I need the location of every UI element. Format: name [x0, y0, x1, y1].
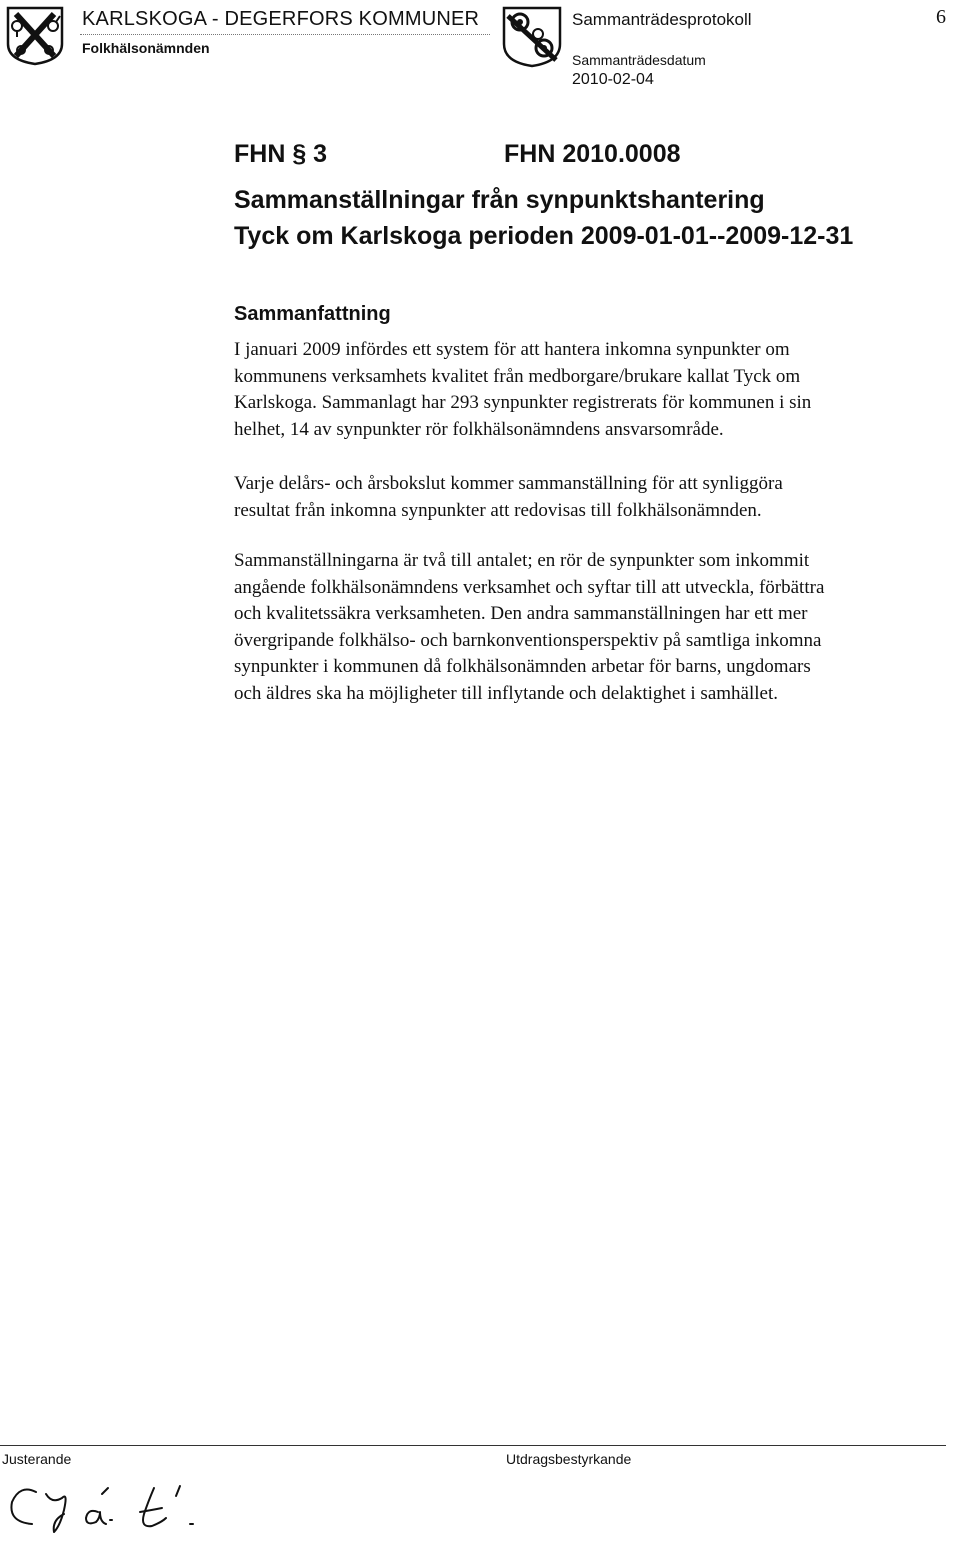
committee-name: Folkhälsonämnden [82, 40, 210, 56]
municipality-logo-right [500, 4, 564, 73]
diary-number: FHN 2010.0008 [504, 140, 681, 168]
certifier-label: Utdragsbestyrkande [506, 1451, 632, 1467]
summary-paragraph-3: Sammanställningarna är två till antalet; en rör de synpunkter som inkommit angående folkhälsonämndens verksamhet och syftar till att utveckla, förbättra och kvalitetssäkra verksamheten. Den andra sammanställningen har ett mer övergripande folkhälso- och barnkonventionsperspektiv på samtliga inkomna synpunkter i kommunen då folkhälsonämnden arbetar för barns, ungdomars och äldres ska ha möjligheter till inflytande och delaktighet i samhället. [234, 550, 825, 704]
handwritten-signature [2, 1470, 242, 1545]
organization-underline [80, 34, 490, 35]
item-title-line-1: Sammanställningar från synpunktshantering [234, 186, 765, 214]
meeting-date-label: Sammanträdesdatum [572, 52, 706, 68]
document-type: Sammanträdesprotokoll [572, 10, 752, 29]
meeting-date-value: 2010-02-04 [572, 71, 654, 88]
item-title-line-2: Tyck om Karlskoga perioden 2009-01-01--2009-12-31 [234, 222, 854, 250]
page-number: 6 [936, 6, 946, 28]
case-number: FHN § 3 [234, 140, 328, 168]
summary-paragraph-2: Varje delårs- och årsbokslut kommer sammanställning för att synliggöra resultat från inkomna synpunkter att redovisas till folkhälsonämnden. [234, 473, 783, 521]
organization-name: KARLSKOGA - DEGERFORS KOMMUNER [82, 8, 480, 30]
footer-divider-gap [946, 1442, 960, 1447]
adjuster-label: Justerande [2, 1451, 72, 1467]
municipality-logo-left [4, 4, 66, 71]
footer-divider [0, 1445, 960, 1446]
summary-paragraph-1: I januari 2009 infördes ett system för att hantera inkomna synpunkter om kommunens verksamhets kvalitet från medborgare/brukare kallat Tyck om Karlskoga. Sammanlagt har 293 synpunkter registrerats för kommunen i sin helhet, 14 av synpunkter rör folkhälsonämndens ansvarsområde. [234, 339, 812, 440]
summary-heading: Sammanfattning [234, 303, 391, 325]
